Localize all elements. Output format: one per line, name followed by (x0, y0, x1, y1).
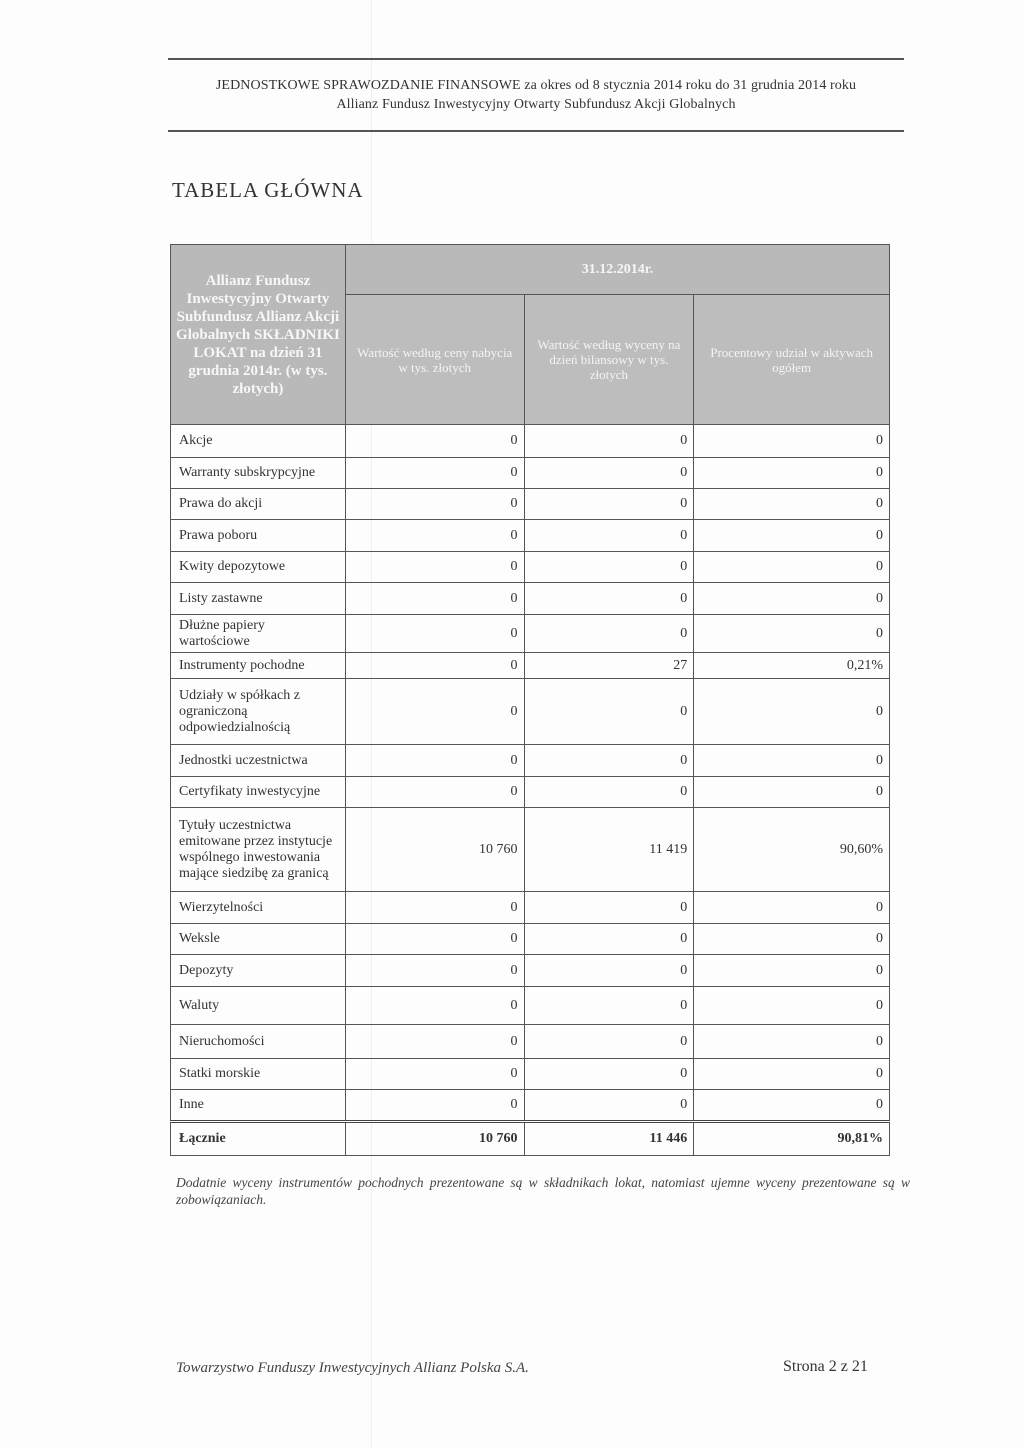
col-header-cost: Wartość według ceny nabycia w tys. złotych (345, 295, 524, 425)
share-cell: 0 (694, 425, 890, 458)
table-row (171, 955, 890, 987)
row-label: Statki morskie (171, 1059, 346, 1090)
share-cell: 0 (694, 955, 890, 987)
share-cell: 0 (694, 924, 890, 955)
share-cell: 90,60% (694, 808, 890, 892)
cost-cell: 0 (345, 679, 524, 745)
value-cell: 0 (524, 1025, 694, 1059)
cost-cell: 0 (345, 955, 524, 987)
value-cell: 0 (524, 583, 694, 615)
share-cell: 0 (694, 892, 890, 924)
table-row (171, 425, 890, 458)
share-cell: 0 (694, 520, 890, 552)
cost-cell: 0 (345, 520, 524, 552)
row-label: Certyfikaty inwestycyjne (171, 777, 346, 808)
date-header: 31.12.2014r. (345, 245, 889, 295)
cost-cell: 0 (345, 745, 524, 777)
share-cell: 0 (694, 458, 890, 489)
row-label: Dłużne papiery wartościowe (171, 615, 346, 653)
row-label: Depozyty (171, 955, 346, 987)
cost-cell: 0 (345, 653, 524, 679)
value-cell: 0 (524, 679, 694, 745)
col-header-share: Procentowy udział w aktywach ogółem (694, 295, 890, 425)
cost-cell: 0 (345, 583, 524, 615)
value-cell: 0 (524, 489, 694, 520)
row-label: Jednostki uczestnictwa (171, 745, 346, 777)
table-row (171, 583, 890, 615)
row-label: Nieruchomości (171, 1025, 346, 1059)
value-cell: 0 (524, 924, 694, 955)
holdings-table (170, 244, 890, 1156)
cost-cell: 0 (345, 777, 524, 808)
row-label: Inne (171, 1090, 346, 1122)
footer-company: Towarzystwo Funduszy Inwestycyjnych Allianz Polska S.A. (176, 1360, 529, 1376)
share-cell: 0,21% (694, 653, 890, 679)
share-cell: 0 (694, 552, 890, 583)
value-cell: 0 (524, 520, 694, 552)
table-row (171, 458, 890, 489)
row-label: Warranty subskrypcyjne (171, 458, 346, 489)
header-top-rule (168, 58, 904, 60)
share-cell: 0 (694, 777, 890, 808)
table-row (171, 1025, 890, 1059)
cost-cell: 10 760 (345, 1122, 524, 1156)
share-cell: 0 (694, 1025, 890, 1059)
share-cell: 90,81% (694, 1122, 890, 1156)
row-label: Prawa poboru (171, 520, 346, 552)
cost-cell: 0 (345, 1025, 524, 1059)
col-header-value: Wartość według wyceny na dzień bilansowy w tys. złotych (524, 295, 694, 425)
row-label: Kwity depozytowe (171, 552, 346, 583)
row-label: Udziały w spółkach z ograniczoną odpowiedzialnością (171, 679, 346, 745)
value-cell: 0 (524, 745, 694, 777)
cost-cell: 0 (345, 892, 524, 924)
share-cell: 0 (694, 615, 890, 653)
row-label: Waluty (171, 987, 346, 1025)
value-cell: 0 (524, 892, 694, 924)
value-cell: 0 (524, 987, 694, 1025)
value-cell: 0 (524, 955, 694, 987)
row-label: Prawa do akcji (171, 489, 346, 520)
table-row (171, 520, 890, 552)
cost-cell: 0 (345, 458, 524, 489)
row-label: Listy zastawne (171, 583, 346, 615)
cost-cell: 0 (345, 1059, 524, 1090)
total-row (171, 1122, 890, 1156)
table-row (171, 892, 890, 924)
table-row (171, 1059, 890, 1090)
cost-cell: 0 (345, 1090, 524, 1122)
value-cell: 0 (524, 1090, 694, 1122)
share-cell: 0 (694, 489, 890, 520)
table-row (171, 924, 890, 955)
cost-cell: 10 760 (345, 808, 524, 892)
value-cell: 0 (524, 777, 694, 808)
table-row (171, 653, 890, 679)
share-cell: 0 (694, 583, 890, 615)
table-note: Dodatnie wyceny instrumentów pochodnych prezentowane są w składnikach lokat, natomiast ujemne wyceny prezentowane są w zobowiązaniach. (176, 1175, 910, 1207)
page-title: TABELA GŁÓWNA (172, 178, 364, 202)
row-label: Akcje (171, 425, 346, 458)
share-cell: 0 (694, 1090, 890, 1122)
table-row (171, 489, 890, 520)
table-row (171, 808, 890, 892)
share-cell: 0 (694, 679, 890, 745)
cost-cell: 0 (345, 552, 524, 583)
value-cell: 0 (524, 425, 694, 458)
table-row (171, 777, 890, 808)
share-cell: 0 (694, 745, 890, 777)
cost-cell: 0 (345, 489, 524, 520)
table-row (171, 679, 890, 745)
table-row (171, 615, 890, 653)
value-cell: 0 (524, 458, 694, 489)
cost-cell: 0 (345, 987, 524, 1025)
row-label: Tytuły uczestnictwa emitowane przez instytucje wspólnego inwestowania mające siedzibę za granicą (171, 808, 346, 892)
table-row (171, 552, 890, 583)
row-label: Instrumenty pochodne (171, 653, 346, 679)
row-label: Weksle (171, 924, 346, 955)
row-label: Wierzytelności (171, 892, 346, 924)
cost-cell: 0 (345, 425, 524, 458)
table-row (171, 987, 890, 1025)
fund-name: Allianz Fundusz Inwestycyjny Otwarty Subfundusz Akcji Globalnych (336, 97, 736, 112)
value-cell: 0 (524, 1059, 694, 1090)
header-bottom-rule (168, 130, 904, 132)
cost-cell: 0 (345, 615, 524, 653)
report-title: JEDNOSTKOWE SPRAWOZDANIE FINANSOWE za okres od 8 stycznia 2014 roku do 31 grudnia 2014 roku (215, 78, 857, 93)
table-corner-header: Allianz Fundusz Inwestycyjny Otwarty Subfundusz Allianz Akcji Globalnych SKŁADNIKI LOKAT na dzień 31 grudnia 2014r. (w tys. złotych) (171, 245, 346, 425)
cost-cell: 0 (345, 924, 524, 955)
value-cell: 27 (524, 653, 694, 679)
value-cell: 11 419 (524, 808, 694, 892)
page-number: Strona 2 z 21 (783, 1358, 868, 1375)
value-cell: 11 446 (524, 1122, 694, 1156)
share-cell: 0 (694, 1059, 890, 1090)
share-cell: 0 (694, 987, 890, 1025)
value-cell: 0 (524, 552, 694, 583)
table-row (171, 745, 890, 777)
table-row (171, 1090, 890, 1122)
row-label: Łącznie (171, 1122, 346, 1156)
value-cell: 0 (524, 615, 694, 653)
